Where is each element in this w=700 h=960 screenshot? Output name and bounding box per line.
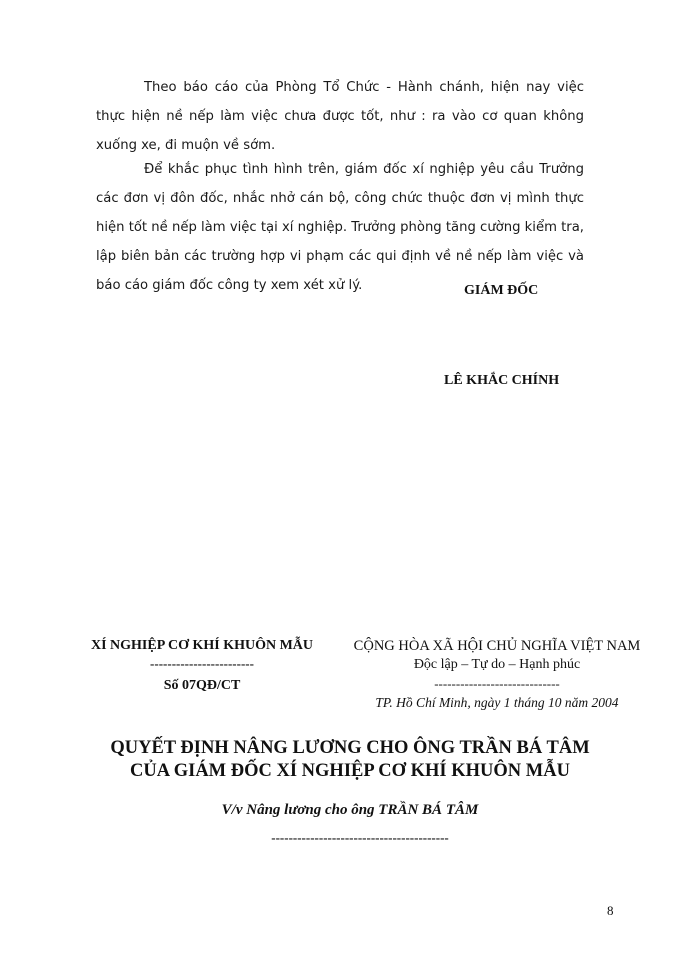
place-and-date: TP. Hồ Chí Minh, ngày 1 tháng 10 năm 2004 (375, 695, 619, 710)
signature-title: GIÁM ĐỐC (464, 283, 539, 298)
body-paragraph-1: Theo báo cáo của Phòng Tổ Chức - Hành chánh, hiện nay việc thực hiện nề nếp làm việc chưa được tốt, như : ra vào cơ quan không xuống xe, đi muộn về sớm. (96, 80, 584, 153)
country-name: CỘNG HÒA XÃ HỘI CHỦ NGHĨA VIỆT NAM (353, 638, 641, 654)
decision-title-line-1: QUYẾT ĐỊNH NÂNG LƯƠNG CHO ÔNG TRẦN BÁ TÂM (110, 738, 590, 758)
right-header-divider: ----------------------------- (434, 676, 560, 691)
page-number: 8 (607, 903, 614, 918)
organization-name: XÍ NGHIỆP CƠ KHÍ KHUÔN MẪU (90, 638, 314, 653)
left-header-divider: ------------------------ (150, 656, 254, 671)
national-motto: Độc lập – Tự do – Hạnh phúc (413, 657, 581, 672)
decision-title-line-2: CỦA GIÁM ĐỐC XÍ NGHIỆP CƠ KHÍ KHUÔN MẪU (130, 761, 570, 781)
document-number: Số 07QĐ/CT (163, 678, 241, 693)
decision-subject: V/v Nâng lương cho ông TRẦN BÁ TÂM (221, 802, 479, 818)
body-paragraph-2: Để khắc phục tình hình trên, giám đốc xí nghiệp yêu cầu Trưởng các đơn vị đôn đốc, nhắc nhở cán bộ, công chức thuộc đơn vị mình thực hiện tốt nề nếp làm việc tại xí nghiệp. Trưởng phòng tăng cường kiểm tra, lập biên bản các trường hợp vi phạm các qui định về nề nếp làm việc và báo cáo giám đốc công ty xem xét xử lý. (96, 162, 584, 293)
decision-divider: ----------------------------------------- (271, 830, 449, 845)
signature-name: LÊ KHẮC CHÍNH (444, 373, 560, 388)
